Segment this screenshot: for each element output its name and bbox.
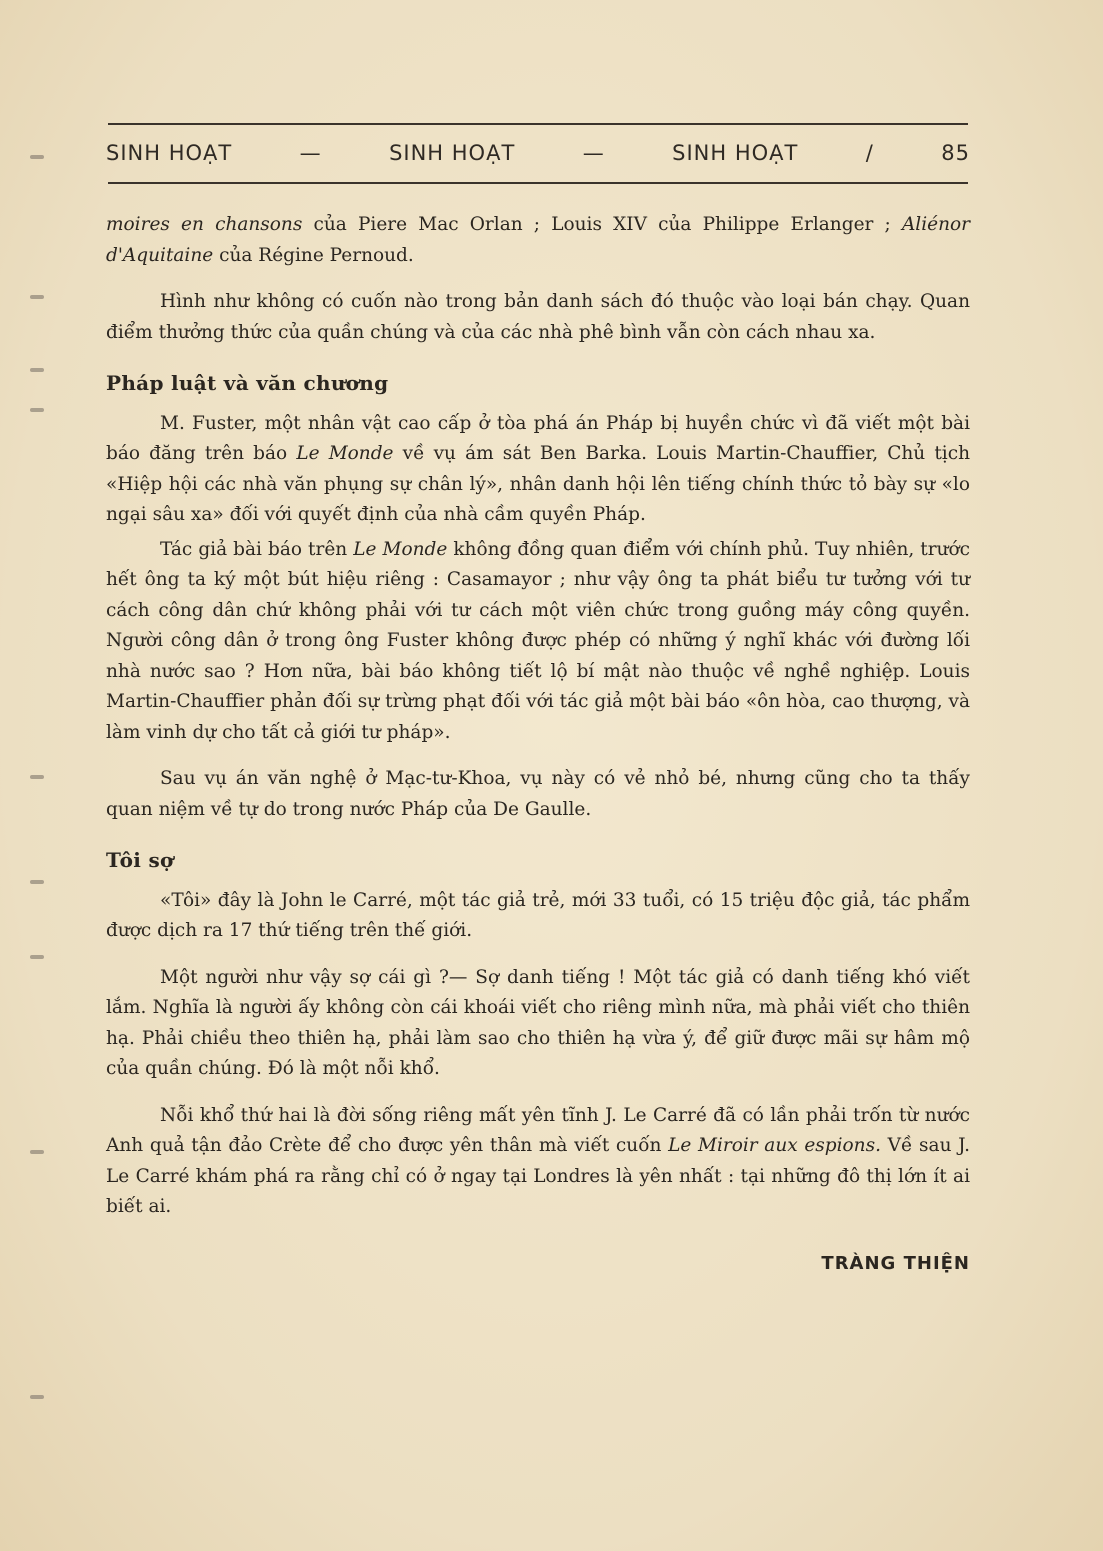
paragraph: Một người như vậy sợ cái gì ?— Sợ danh tiếng ! Một tác giả có danh tiếng khó viết lắm. Nghĩa là người ấy không còn cái khoái viết cho riêng mình nữa, mà phải viết cho thiên hạ. Phải chiều theo thiên hạ, phải làm sao cho thiên hạ vừa ý, để giữ được mãi sự hâm mộ của quần chúng. Đó là một nỗi khổ. [106, 966, 970, 1079]
section-heading: Pháp luật và văn chương [106, 371, 389, 395]
article-body [106, 210, 970, 1279]
binding-mark [30, 368, 44, 372]
paragraph: Sau vụ án văn nghệ ở Mạc-tư-Khoa, vụ này có vẻ nhỏ bé, nhưng cũng cho ta thấy quan niệm về tự do trong nước Pháp của De Gaulle. [106, 768, 970, 820]
paragraph: Hình như không có cuốn nào trong bản danh sách đó thuộc vào loại bán chạy. Quan điểm thưởng thức của quần chúng và của các nhà phê bình vẫn còn cách nhau xa. [106, 291, 970, 343]
running-head-item: SINH HOẠT [389, 141, 516, 165]
binding-mark [30, 408, 44, 412]
binding-mark [30, 775, 44, 779]
newspaper-title: Le Monde [296, 443, 394, 464]
binding-mark [30, 155, 44, 159]
paragraph: Nỗi khổ thứ hai là đời sống riêng mất yên tĩnh J. Le Carré đã có lần phải trốn từ nước Anh quả tận đảo Crète để cho được yên thân mà viết cuốn Le Miroir aux espions. Về sau J. Le Carré khám phá ra rằng chỉ có ở ngay tại Londres là yên nhất : tại những đô thị lớn ít ai biết ai. [106, 1104, 971, 1217]
running-head-dash: — [299, 141, 322, 165]
binding-mark [30, 295, 44, 299]
binding-mark [30, 880, 44, 884]
header-bottom-rule [108, 182, 968, 184]
paragraph: moires en chansons của Piere Mac Orlan ; Louis XIV của Philippe Erlanger ; Aliénor d'Aquitaine của Régine Pernoud. [106, 214, 970, 266]
book-title: Aliénor d'Aquitaine [106, 214, 970, 266]
running-head-slash: / [865, 141, 874, 165]
running-head-dash: — [582, 141, 605, 165]
binding-mark [30, 1395, 44, 1399]
page-number: 85 [941, 141, 970, 165]
running-head-item: SINH HOẠT [106, 141, 233, 165]
binding-mark [30, 1150, 44, 1154]
header-top-rule [108, 123, 968, 125]
paragraph: Tác giả bài báo trên Le Monde không đồng quan điểm với chính phủ. Tuy nhiên, trước hết ông ta ký một bút hiệu riêng : Casamayor ; như vậy ông ta phát biểu tư tưởng với tư cách công dân chứ không phải với tư cách một viên chức trong guồng máy công quyền. Người công dân ở trong ông Fuster không được phép có những ý nghĩ khác với đường lối nhà nước sao ? Hơn nữa, bài báo không tiết lộ bí mật nào thuộc về nghề nghiệp. Louis Martin-Chauffier phản đối sự trừng phạt đối với tác giả một bài báo «ôn hòa, cao thượng, và làm vinh dự cho tất cả giới tư pháp». [106, 538, 970, 743]
running-head-item: SINH HOẠT [672, 141, 799, 165]
book-title: Le Miroir aux espions. [668, 1135, 881, 1156]
paragraph: M. Fuster, một nhân vật cao cấp ở tòa phá án Pháp bị huyền chức vì đã viết một bài báo đăng trên báo Le Monde về vụ ám sát Ben Barka. Louis Martin-Chauffier, Chủ tịch «Hiệp hội các nhà văn phụng sự chân lý», nhân danh hội lên tiếng chính thức tỏ bày sự «lo ngại sâu xa» đối với quyết định của nhà cầm quyền Pháp. [106, 412, 970, 525]
section-heading: Tôi sợ [106, 848, 174, 872]
binding-mark [30, 955, 44, 959]
newspaper-title: Le Monde [353, 538, 448, 560]
book-title: moires en chansons [106, 214, 303, 235]
author-signature: TRÀNG THIỆN [821, 1252, 970, 1274]
running-head [106, 138, 970, 168]
paragraph: «Tôi» đây là John le Carré, một tác giả trẻ, mới 33 tuổi, có 15 triệu độc giả, tác phẩm được dịch ra 17 thứ tiếng trên thế giới. [106, 889, 970, 941]
